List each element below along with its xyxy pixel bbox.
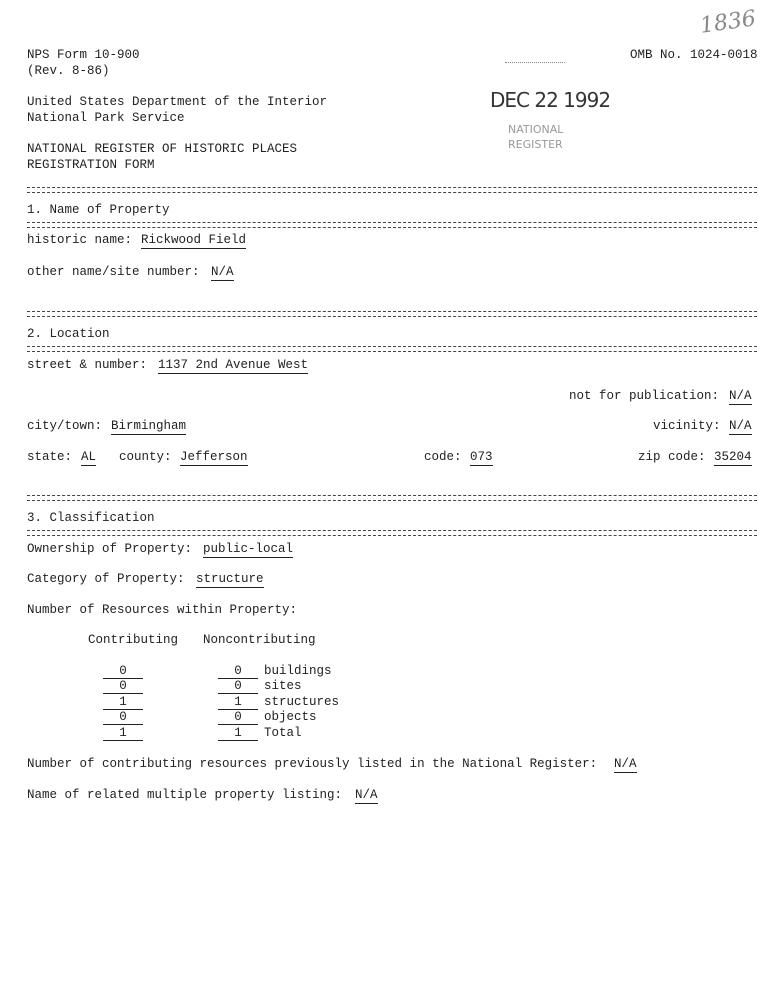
- handwritten-mark: 1836: [698, 6, 758, 39]
- resources-label: Number of Resources within Property:: [27, 603, 298, 617]
- code-label: code:: [424, 450, 462, 464]
- county-value: Jefferson: [180, 450, 248, 464]
- noncontributing-count: 0: [218, 664, 258, 679]
- section-divider: [27, 346, 757, 352]
- form-revision: (Rev. 8-86): [27, 64, 110, 78]
- register-title: NATIONAL REGISTER OF HISTORIC PLACES: [27, 142, 298, 156]
- service-name: National Park Service: [27, 111, 185, 125]
- vicinity-label: vicinity:: [653, 419, 721, 433]
- contributing-count: 0: [103, 710, 143, 725]
- resource-type: objects: [264, 710, 317, 724]
- contributing-header: Contributing: [88, 633, 179, 647]
- historic-name-value: Rickwood Field: [141, 233, 247, 247]
- city-value: Birmingham: [111, 419, 187, 433]
- zip-value: 35204: [714, 450, 752, 464]
- section-2-heading: 2. Location: [27, 327, 110, 341]
- historic-name-label: historic name:: [27, 233, 133, 247]
- section-divider: [27, 311, 757, 317]
- county-label: county:: [119, 450, 172, 464]
- stamp-line-1: NATIONAL: [508, 123, 564, 136]
- noncontributing-header: Noncontributing: [203, 633, 316, 647]
- section-divider: [27, 530, 757, 536]
- multiple-listing-value: N/A: [355, 788, 378, 802]
- noncontributing-count: 0: [218, 679, 258, 694]
- section-1-heading: 1. Name of Property: [27, 203, 170, 217]
- street-value: 1137 2nd Avenue West: [158, 358, 309, 372]
- previously-listed-value: N/A: [614, 757, 637, 771]
- vicinity-value: N/A: [729, 419, 752, 433]
- resource-type: sites: [264, 679, 302, 693]
- section-divider: [27, 187, 757, 193]
- stamp-date: DEC 22 1992: [490, 88, 611, 112]
- contributing-count: 1: [103, 695, 143, 710]
- noncontributing-count: 0: [218, 710, 258, 725]
- omb-number: OMB No. 1024-0018: [630, 48, 758, 62]
- not-for-publication-label: not for publication:: [569, 389, 720, 403]
- department-name: United States Department of the Interior: [27, 95, 328, 109]
- not-for-publication-value: N/A: [729, 389, 752, 403]
- other-name-label: other name/site number:: [27, 265, 200, 279]
- zip-label: zip code:: [638, 450, 706, 464]
- contributing-count: 0: [103, 679, 143, 694]
- multiple-listing-label: Name of related multiple property listing:: [27, 788, 343, 802]
- street-label: street & number:: [27, 358, 148, 372]
- stamp-received-line: [505, 58, 565, 63]
- code-value: 073: [470, 450, 493, 464]
- section-divider: [27, 222, 757, 228]
- form-number: NPS Form 10-900: [27, 48, 140, 62]
- noncontributing-total: 1: [218, 726, 258, 741]
- contributing-total: 1: [103, 726, 143, 741]
- other-name-value: N/A: [211, 265, 234, 279]
- city-label: city/town:: [27, 419, 103, 433]
- ownership-value: public-local: [203, 542, 294, 556]
- state-value: AL: [81, 450, 97, 464]
- resource-type-total: Total: [264, 726, 302, 740]
- ownership-label: Ownership of Property:: [27, 542, 193, 556]
- category-value: structure: [196, 572, 264, 586]
- category-label: Category of Property:: [27, 572, 185, 586]
- contributing-count: 0: [103, 664, 143, 679]
- section-divider: [27, 495, 757, 501]
- resource-type: buildings: [264, 664, 332, 678]
- resource-type: structures: [264, 695, 340, 709]
- stamp-line-2: REGISTER: [508, 138, 563, 151]
- previously-listed-label: Number of contributing resources previously listed in the National Register:: [27, 757, 598, 771]
- noncontributing-count: 1: [218, 695, 258, 710]
- section-3-heading: 3. Classification: [27, 511, 155, 525]
- state-label: state:: [27, 450, 73, 464]
- form-title: REGISTRATION FORM: [27, 158, 155, 172]
